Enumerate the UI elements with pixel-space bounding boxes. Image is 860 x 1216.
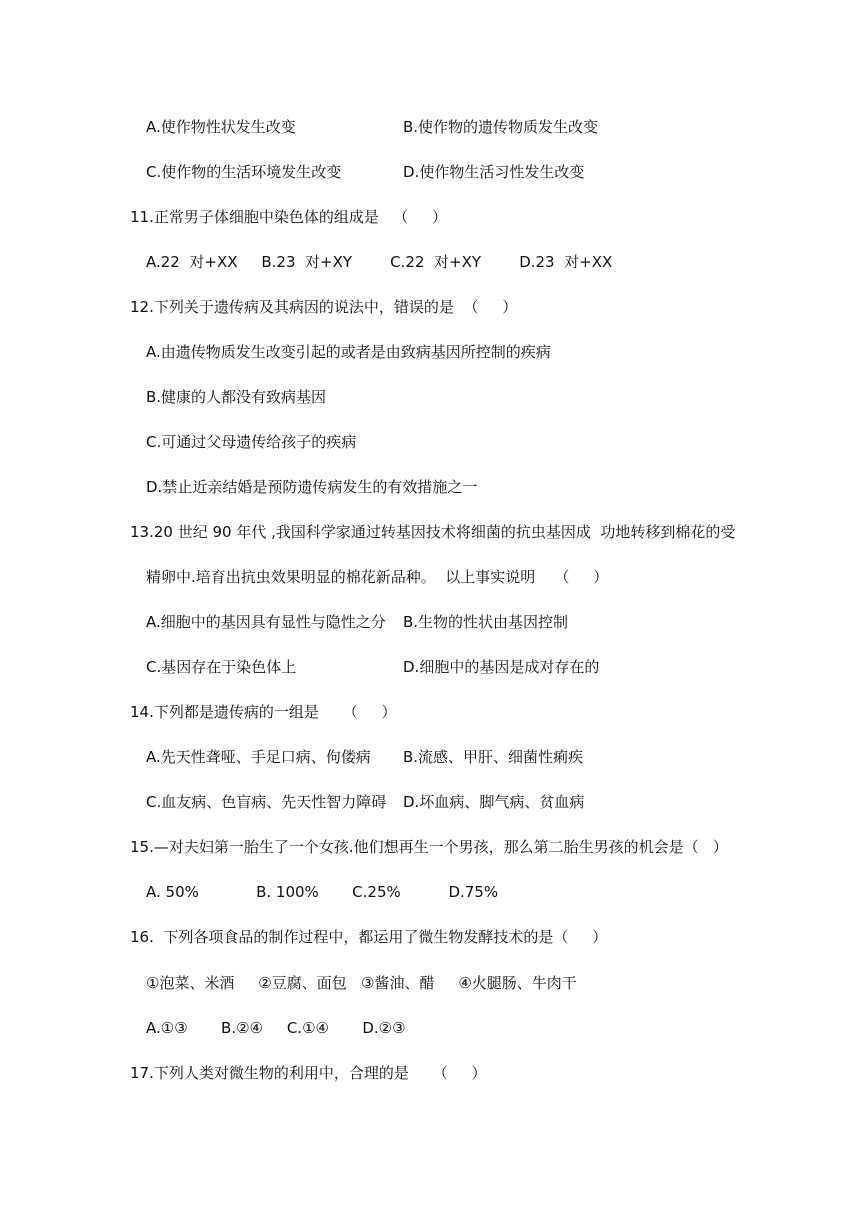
- question-17: 17.下列人类对微生物的利用中，合理的是 （ ）: [130, 1064, 487, 1082]
- question-13-option-b: B.生物的性状由基因控制: [403, 613, 569, 631]
- question-16: 16. 下列各项食品的制作过程中，都运用了微生物发酵技术的是（ ）: [130, 928, 608, 946]
- question-10-option-b: B.使作物的遗传物质发生改变: [403, 118, 599, 136]
- question-15-options: A. 50% B. 100% C.25% D.75%: [146, 883, 499, 901]
- question-10-option-d: D.使作物生活习性发生改变: [403, 163, 585, 181]
- question-16-options: A.①③ B.②④ C.①④ D.②③: [146, 1019, 406, 1037]
- question-12-option-a: A.由遗传物质发生改变引起的或者是由致病基因所控制的疾病: [146, 343, 551, 361]
- question-13: 13.20 世纪 90 年代 ,我国科学家通过转基因技术将细菌的抗虫基因成 功地转移到棉花的受: [130, 523, 736, 541]
- question-11-options: A.22 对+XX B.23 对+XY C.22 对+XY D.23 对+XX: [146, 253, 613, 271]
- question-13-option-d: D.细胞中的基因是成对存在的: [403, 658, 600, 676]
- question-14-option-d: D.坏血病、脚气病、贫血病: [403, 793, 585, 811]
- question-14-option-c: C.血友病、色盲病、先天性智力障碍: [146, 793, 387, 811]
- question-15: 15.—对夫妇第一胎生了一个女孩.他们想再生一个男孩，那么第二胎生男孩的机会是（ ）: [130, 838, 728, 856]
- question-12: 12.下列关于遗传病及其病因的说法中，错误的是 （ ）: [130, 298, 518, 316]
- question-11: 11.正常男子体细胞中染色体的组成是 （ ）: [130, 208, 448, 226]
- question-13-option-c: C.基因存在于染色体上: [146, 658, 297, 676]
- question-16-items: ①泡菜、米酒 ②豆腐、面包 ③酱油、醋 ④火腿肠、牛肉干: [146, 974, 577, 992]
- question-14: 14.下列都是遗传病的一组是 （ ）: [130, 703, 397, 721]
- question-10-option-a: A.使作物性状发生改变: [146, 118, 296, 136]
- question-12-option-d: D.禁止近亲结婚是预防遗传病发生的有效措施之一: [146, 478, 478, 496]
- question-14-option-a: A.先天性聋哑、手足口病、佝偻病: [146, 748, 371, 766]
- question-12-option-b: B.健康的人都没有致病基因: [146, 388, 327, 406]
- question-10-option-c: C.使作物的生活环境发生改变: [146, 163, 342, 181]
- question-13-continued: 精卵中.培育出抗虫效果明显的棉花新品种。 以上事实说明 （ ）: [146, 568, 609, 586]
- question-12-option-c: C.可通过父母遗传给孩子的疾病: [146, 433, 357, 451]
- question-14-option-b: B.流感、甲肝、细菌性痢疾: [403, 748, 584, 766]
- question-13-option-a: A.细胞中的基因具有显性与隐性之分: [146, 613, 386, 631]
